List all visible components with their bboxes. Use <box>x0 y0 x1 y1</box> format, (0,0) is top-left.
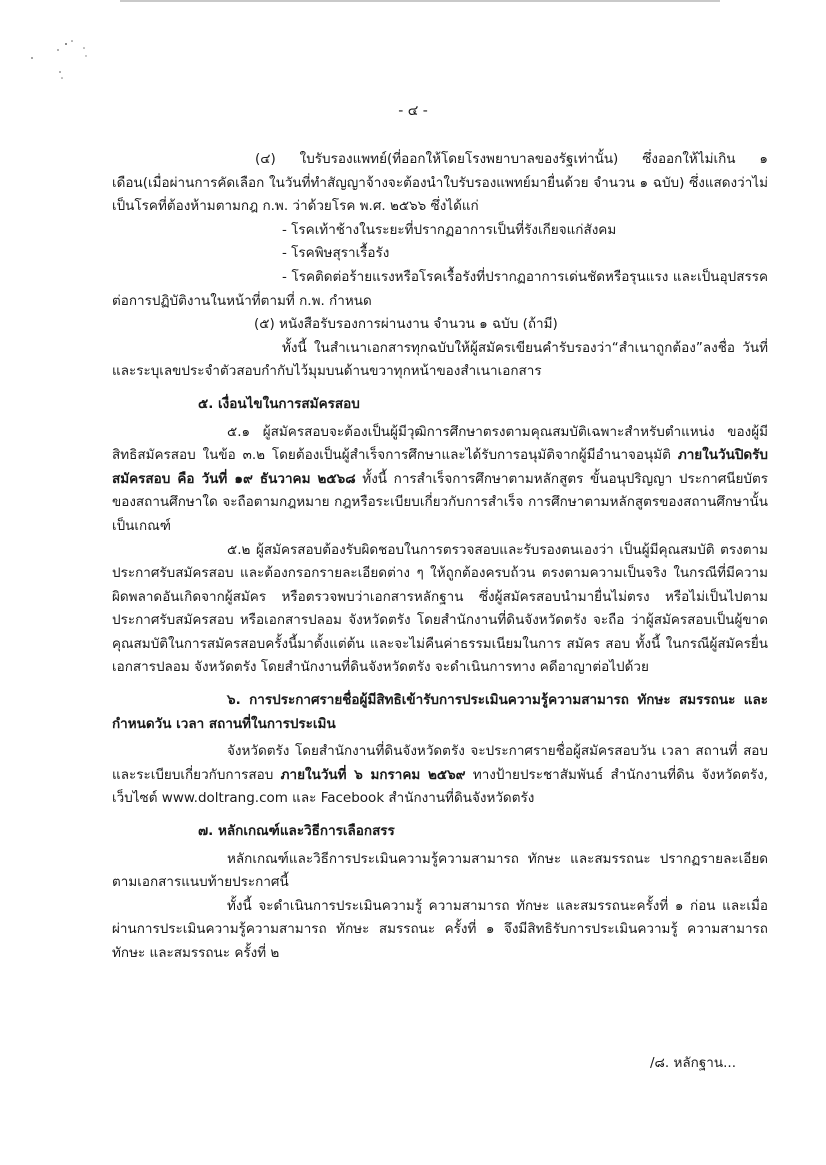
section-6-heading: ๖. การประกาศรายชื่อผู้มีสิทธิเข้ารับการประเมินความรู้ความสามารถ ทักษะ สมรรถนะ และกำหนดวัน เวลา สถานที่ในการประเมิน <box>112 692 768 732</box>
section-5-heading: ๕. เงื่อนไขในการสมัครสอบ <box>198 395 360 412</box>
section-7-heading: ๗. หลักเกณฑ์และวิธีการเลือกสรร <box>198 823 395 840</box>
document-body <box>112 148 768 966</box>
section-7-paragraph-1: หลักเกณฑ์และวิธีการประเมินความรู้ความสามารถ ทักษะ และสมรรถนะ ปรากฏรายละเอียดตามเอกสารแนบท้ายประกาศนี้ <box>112 850 768 891</box>
announcement-date: ภายในวันที่ ๖ มกราคม ๒๕๖๙ <box>280 766 466 783</box>
disease-item: - โรคติดต่อร้ายแรงหรือโรคเรื้อรังที่ปรากฏอาการเด่นชัดหรือรุนแรง และเป็นอุปสรรค ต่อการปฏิบัติงานในหน้าที่ตามที่ ก.พ. กำหนด <box>112 268 768 309</box>
item-4-medical-certificate: (๔) ใบรับรองแพทย์(ที่ออกให้โดยโรงพยาบาลของรัฐเท่านั้น) ซึ่งออกให้ไม่เกิน ๑ เดือน(เมื่อผ่านการคัดเลือก ในวันที่ทำสัญญาจ้างจะต้องนำใบรับรองแพทย์มายื่นด้วย จำนวน ๑ ฉบับ) ซึ่งแสดงว่าไม่เป็นโรคที่ต้องห้ามตามกฎ ก.พ. ว่าด้วยโรค พ.ศ. ๒๕๖๖ ซึ่งได้แก่ <box>112 151 768 215</box>
copy-certification-note: ทั้งนี้ ในสำเนาเอกสารทุกฉบับให้ผู้สมัครเขียนคำรับรองว่า“สำเนาถูกต้อง”ลงชื่อ วันที่ และระบุเลขประจำตัวสอบกำกับไว้มุมบนด้านขวาทุกหน้าของสำเนาเอกสาร <box>112 339 768 380</box>
section-5-1-paragraph: ๕.๑ ผู้สมัครสอบจะต้องเป็นผู้มีวุฒิการศึกษาตรงตามคุณสมบัติเฉพาะสำหรับตำแหน่ง ของผู้มีสิทธิสมัครสอบ ในข้อ ๓.๒ โดยต้องเป็นผู้สำเร็จการศึกษาและได้รับการอนุมัติจากผู้มีอำนาจอนุมัติ ภายในวันปิดรับสมัครสอบ คือ วันที่ ๑๙ ธันวาคม ๒๕๖๘ ทั้งนี้ การสำเร็จการศึกษาตามหลักสูตร ขั้นอนุปริญญา ประกาศนียบัตรของสถานศึกษาใด จะถือตามกฎหมาย กฎหรือระเบียบเกี่ยวกับการสำเร็จ การศึกษาตามหลักสูตรของสถานศึกษานั้นเป็นเกณฑ์ <box>112 423 768 534</box>
scan-specks <box>28 38 98 88</box>
disease-item: - โรคพิษสุราเรื้อรัง <box>282 245 390 262</box>
deadline-date: ภายในวันปิดรับสมัครสอบ คือ วันที่ ๑๙ ธันวาคม ๒๕๖๘ <box>112 447 768 487</box>
scan-top-edge <box>120 0 720 2</box>
disease-item: - โรคเท้าช้างในระยะที่ปรากฏอาการเป็นที่รังเกียจแก่สังคม <box>282 221 617 238</box>
section-6-paragraph: จังหวัดตรัง โดยสำนักงานที่ดินจังหวัดตรัง จะประกาศรายชื่อผู้สมัครสอบวัน เวลา สถานที่ สอบ และระเบียบเกี่ยวกับการสอบ ภายในวันที่ ๖ มกราคม ๒๕๖๙ ทางป้ายประชาสัมพันธ์ สำนักงานที่ดิน จังหวัดตรัง, เว็บไซต์ www.doltrang.com และ Facebook สำนักงานที่ดินจังหวัดตรัง <box>112 743 768 807</box>
item-5-work-certificate: (๕) หนังสือรับรองการผ่านงาน จำนวน ๑ ฉบับ (ถ้ามี) <box>254 316 558 333</box>
section-7-paragraph-2: ทั้งนี้ จะดำเนินการประเมินความรู้ ความสามารถ ทักษะ และสมรรถนะครั้งที่ ๑ ก่อน และเมื่อผ่านการประเมินความรู้ความสามารถ ทักษะ สมรรถนะ ครั้งที่ ๑ จึงมีสิทธิรับการประเมินความรู้ ความสามารถ ทักษะ และสมรรถนะ ครั้งที่ ๒ <box>112 897 768 961</box>
page-number: - ๔ - <box>398 103 428 119</box>
next-page-reference: /๘. หลักฐาน... <box>649 1055 736 1071</box>
section-5-2-paragraph: ๕.๒ ผู้สมัครสอบต้องรับผิดชอบในการตรวจสอบและรับรองตนเองว่า เป็นผู้มีคุณสมบัติ ตรงตามประกาศรับสมัครสอบ และต้องกรอกรายละเอียดต่าง ๆ ให้ถูกต้องครบถ้วน ตรงตามความเป็นจริง ในกรณีที่มีความผิดพลาดอันเกิดจากผู้สมัคร หรือตรวจพบว่าเอกสารหลักฐาน ซึ่งผู้สมัครสอบนำมายื่นไม่ตรง หรือไม่เป็นไปตามประกาศรับสมัครสอบ หรือเอกสารปลอม จังหวัดตรัง โดยสำนักงานที่ดินจังหวัดตรัง จะถือ ว่าผู้สมัครสอบเป็นผู้ขาดคุณสมบัติในการสมัครสอบครั้งนี้มาตั้งแต่ต้น และจะไม่คืนค่าธรรมเนียมในการ สมัคร สอบ ทั้งนี้ ในกรณีผู้สมัครยื่นเอกสารปลอม จังหวัดตรัง โดยสำนักงานที่ดินจังหวัดตรัง จะดำเนินการทาง คดีอาญาต่อไปด้วย <box>112 541 768 676</box>
